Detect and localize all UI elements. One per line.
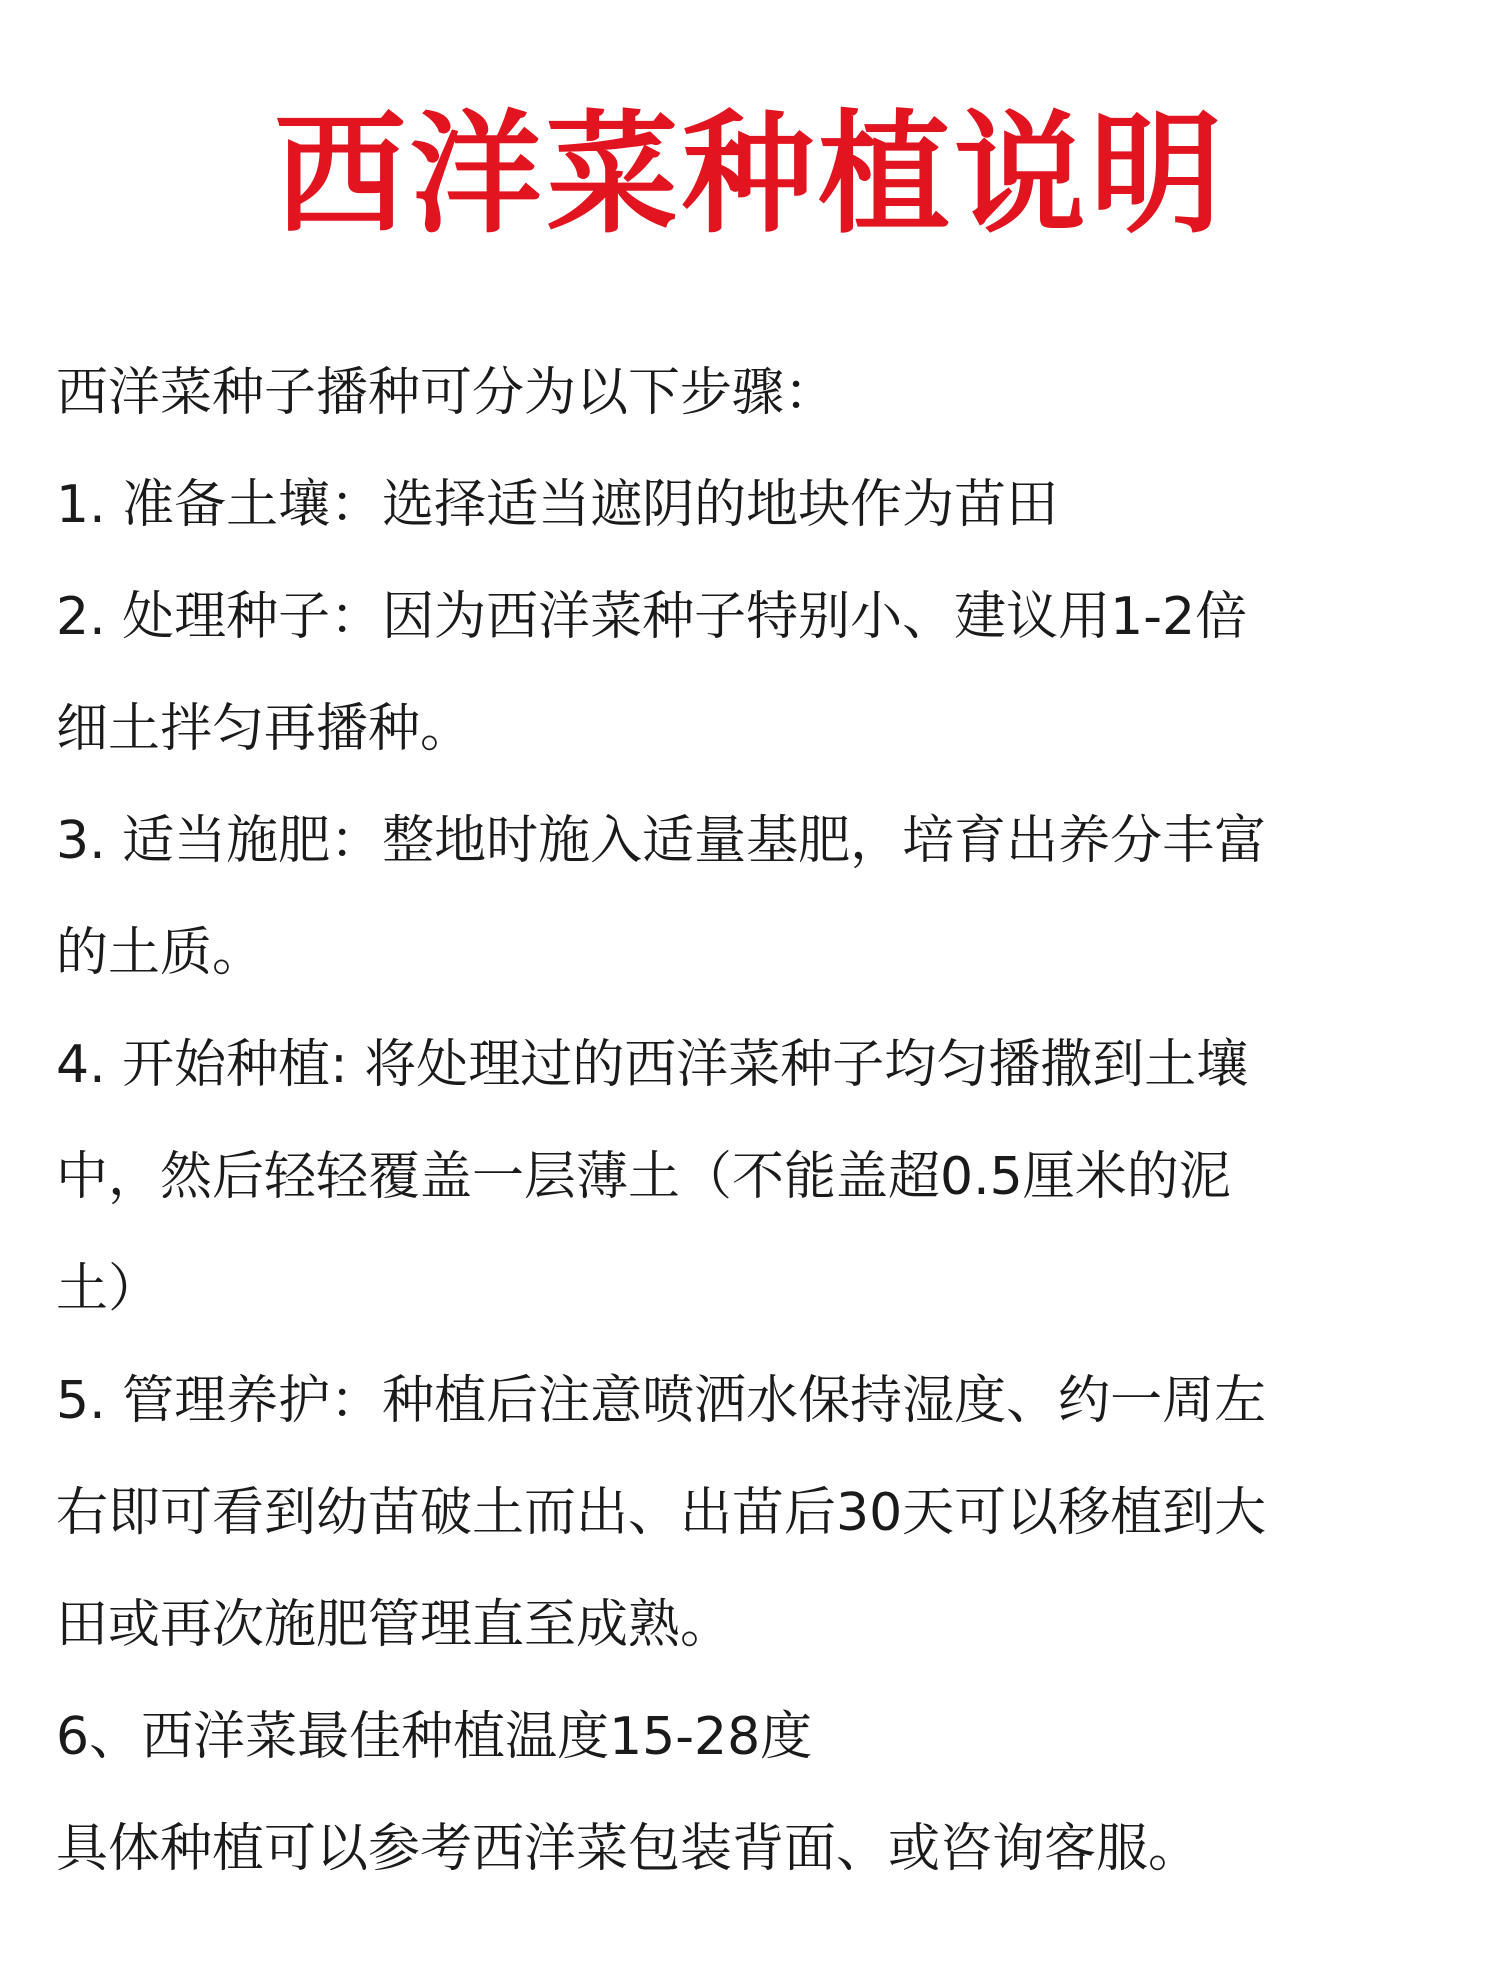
- step-6-line: 6、西洋菜最佳种植温度15-28度: [56, 1707, 813, 1767]
- step-3-line-1: 3. 适当施肥：整地时施入适量基肥，培育出养分丰富: [56, 811, 1267, 871]
- step-4-line-2: 中，然后轻轻覆盖一层薄土（不能盖超0.5厘米的泥: [56, 1147, 1231, 1207]
- step-2-line-1: 2. 处理种子：因为西洋菜种子特别小、建议用1-2倍: [56, 587, 1248, 647]
- step-5-line-3: 田或再次施肥管理直至成熟。: [56, 1595, 733, 1655]
- step-5-line-1: 5. 管理养护：种植后注意喷洒水保持湿度、约一周左: [56, 1371, 1267, 1431]
- page-title: 西洋菜种植说明: [274, 98, 1226, 252]
- intro-line: 西洋菜种子播种可分为以下步骤：: [56, 363, 837, 423]
- step-3-line-2: 的土质。: [56, 923, 265, 983]
- step-4-line-1: 4. 开始种植: 将处理过的西洋菜种子均匀播撒到土壤: [56, 1035, 1249, 1095]
- step-1-line: 1. 准备土壤：选择适当遮阴的地块作为苗田: [56, 475, 1059, 535]
- step-4-line-3: 土）: [56, 1259, 161, 1319]
- step-2-line-2: 细土拌匀再播种。: [56, 699, 473, 759]
- step-5-line-2: 右即可看到幼苗破土而出、出苗后30天可以移植到大: [56, 1483, 1267, 1543]
- closing-note-line: 具体种植可以参考西洋菜包装背面、或咨询客服。: [56, 1819, 1201, 1879]
